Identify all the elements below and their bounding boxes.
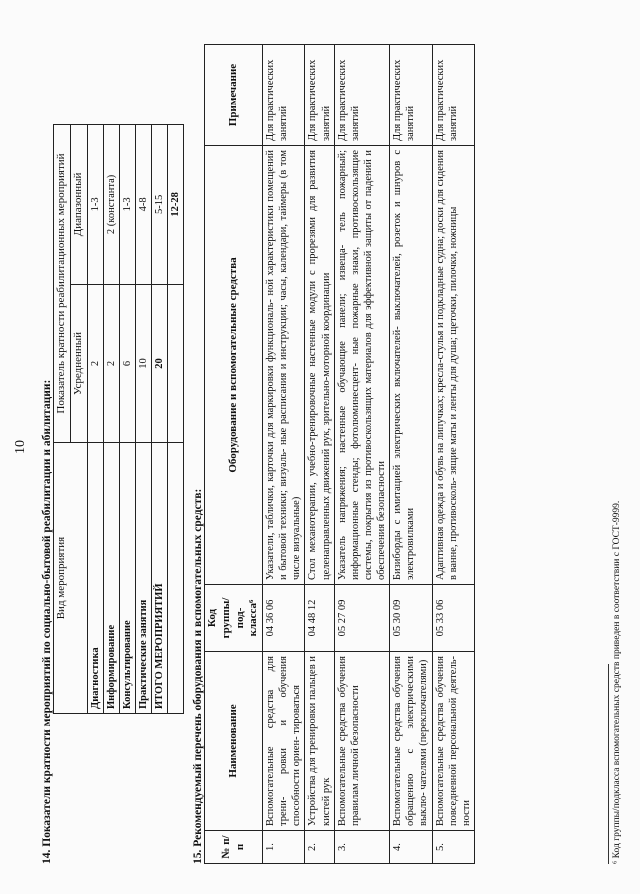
row-number: 2. [305, 831, 334, 864]
table-row [87, 125, 103, 714]
event-name: Практические занятия [135, 443, 151, 714]
col-note-header: Примечание [205, 45, 263, 146]
item-note: Для практических занятий [305, 45, 334, 146]
item-code: 05 33 06 [432, 585, 474, 652]
range-value: 12-28 [168, 125, 184, 285]
range-value: 4-8 [135, 125, 151, 285]
event-name [168, 443, 184, 714]
item-code: 04 48 12 [305, 585, 334, 652]
table-row [305, 45, 334, 864]
table-row [263, 45, 305, 864]
row-number: 4. [390, 831, 432, 864]
row-number: 1. [263, 831, 305, 864]
item-code: 04 36 06 [263, 585, 305, 652]
section15-heading: 15. Рекомендуемый перечень оборудования и вспомогательных средств: [192, 488, 204, 864]
equipment-table [204, 44, 475, 864]
table-row [432, 45, 474, 864]
col-group-header: Показатель кратности реабилитационных мероприятий [54, 125, 71, 443]
table-row [119, 125, 135, 714]
avg-value: 6 [119, 284, 135, 442]
item-name: Вспомогательные средства обучения повседневной персональной деятель- ности [432, 652, 474, 831]
multiplicity-table [53, 124, 184, 714]
col-name-header: Наименование [205, 652, 263, 831]
avg-value: 20 [152, 284, 168, 442]
item-name: Вспомогательные средства для трени- ровки и обучения способности ориен- тироваться [263, 652, 305, 831]
avg-value: 10 [135, 284, 151, 442]
item-equipment: Указатель напряжения; настенные обучающие панели; извеща- тель пожарный; информационные стенды; фотолюминесцент- ные пожарные знаки, противоскользящие системы, покрытия из противоскользящих материалов для эффективной защиты от падений и обеспечения безопасности [334, 146, 390, 585]
row-number: 3. [334, 831, 390, 864]
item-note: Для практических занятий [432, 45, 474, 146]
footnote: ⁶ Код группы/подкласса вспомогательных средств приведен в соответствии с ГОСТ-9999. [612, 500, 622, 864]
table-row [390, 45, 432, 864]
item-equipment: Указатели, таблички, карточки для маркировки функциональ- ной характеристики помещений и бытовой техники; визуаль- ные расписания и инструкции; часы, календари, таймеры (в том числе визуальные) [263, 146, 305, 585]
table-header-row [205, 45, 263, 864]
event-name: Консультирование [119, 443, 135, 714]
footnote-rule [608, 664, 609, 864]
table-header-row [54, 125, 71, 714]
avg-value [168, 284, 184, 442]
range-value: 1-3 [119, 125, 135, 285]
item-note: Для практических занятий [334, 45, 390, 146]
table-row [103, 125, 119, 714]
avg-value: 2 [87, 284, 103, 442]
item-equipment: Адаптивная одежда и обувь на липучках; кресла-стулья и подкладные судна; доски для сидения в ванне, противосколь- зящие маты и ленты для душа; щеточки, пилочки, ножницы [432, 146, 474, 585]
row-number: 5. [432, 831, 474, 864]
item-name: Устройства для тренировки пальцев и кистей рук [305, 652, 334, 831]
section14-heading: 14. Показатели кратности мероприятий по социально-бытовой реабилитации и абилитации: [41, 379, 53, 864]
col-range-header: Диапазонный [70, 125, 87, 285]
col-num-header: № п/п [205, 831, 263, 864]
table-row [168, 125, 184, 714]
item-name: Вспомогательные средства обучения обращению с электрическими выклю- чателями (переключателями) [390, 652, 432, 831]
item-note: Для практических занятий [390, 45, 432, 146]
page-number: 10 [13, 440, 28, 454]
col-code-header: Код группы/под- класса⁶ [205, 585, 263, 652]
item-code: 05 30 09 [390, 585, 432, 652]
item-name: Вспомогательные средства обучения правилам личной безопасности [334, 652, 390, 831]
item-note: Для практических занятий [263, 45, 305, 146]
table-row [135, 125, 151, 714]
item-code: 05 27 09 [334, 585, 390, 652]
event-name: Диагностика [87, 443, 103, 714]
avg-value: 2 [103, 284, 119, 442]
col-event-header: Вид мероприятия [54, 443, 88, 714]
table-row [334, 45, 390, 864]
range-value: 1-3 [87, 125, 103, 285]
table-row [152, 125, 168, 714]
col-equipment-header: Оборудование и вспомогательные средства [205, 146, 263, 585]
range-value: 2 (константа) [103, 125, 119, 285]
col-avg-header: Усредненный [70, 284, 87, 442]
item-equipment: Бизиборды с имитацией электрических включателей- выключателей, розеток и шнуров с электровилками [390, 146, 432, 585]
event-name: ИТОГО МЕРОПРИЯТИЙ [152, 443, 168, 714]
range-value: 5-15 [152, 125, 168, 285]
item-equipment: Стол механотерапии, учебно-тренировочные настенные модули с прорезями для развития целенаправленных движений рук, зрительно-моторной координации [305, 146, 334, 585]
event-name: Информирование [103, 443, 119, 714]
